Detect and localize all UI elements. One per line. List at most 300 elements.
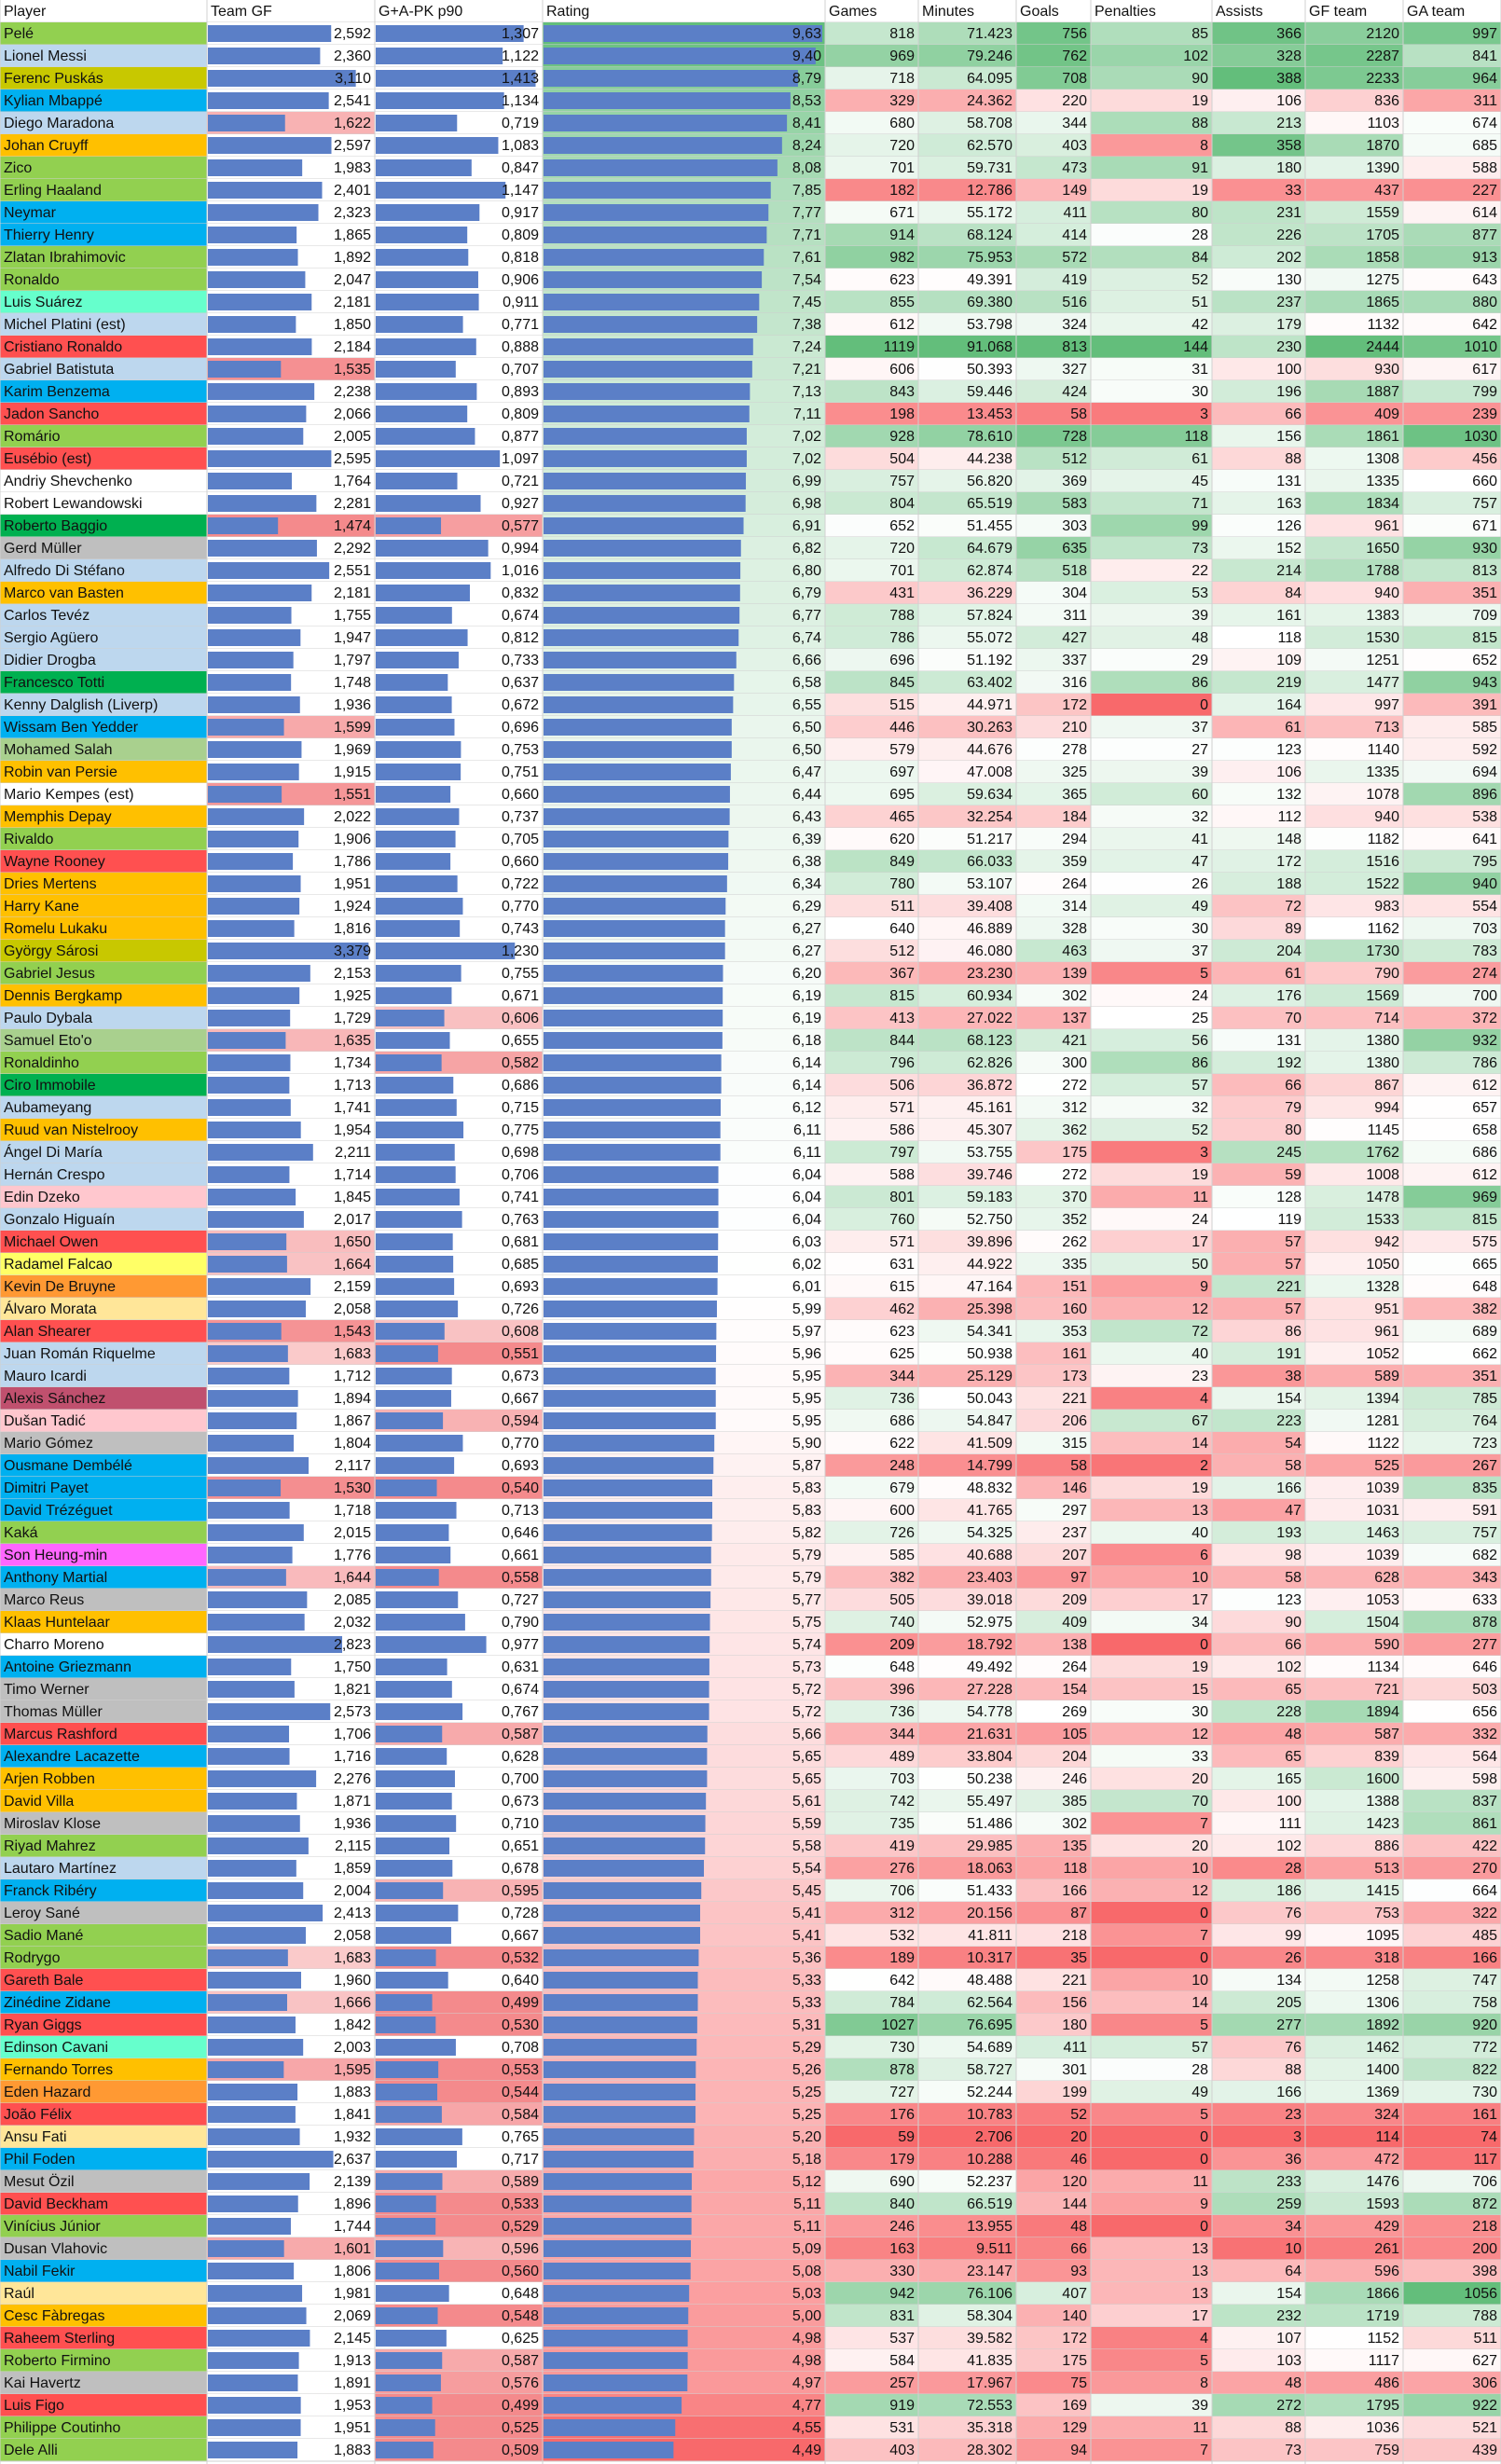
stat-value: 641 — [1472, 832, 1497, 847]
stat-value: 880 — [1472, 295, 1497, 310]
gapk-bar — [376, 1368, 452, 1384]
stat-value: 267 — [1472, 1458, 1497, 1474]
stat-value: 72 — [1285, 899, 1301, 915]
stat-value: 46.889 — [967, 921, 1012, 937]
stat-value: 84 — [1285, 585, 1301, 601]
team-gf-value: 1,797 — [333, 653, 371, 668]
gapk-value: 0,790 — [501, 1615, 539, 1631]
stat-value: 682 — [1472, 1548, 1497, 1563]
table-row — [0, 1007, 1501, 1029]
stat-value: 60.934 — [967, 988, 1012, 1004]
gapk-value: 0,812 — [501, 630, 539, 646]
gapk-bar — [376, 1569, 439, 1586]
stat-value: 44.238 — [967, 451, 1012, 467]
stat-value: 1027 — [881, 2017, 915, 2033]
rating-bar — [544, 1457, 713, 1474]
stat-value: 706 — [1472, 2174, 1497, 2190]
team-gf-bar — [208, 898, 299, 915]
team-gf-value: 1,764 — [333, 474, 371, 489]
rating-value: 6,14 — [792, 1078, 821, 1094]
stat-value: 55.497 — [967, 1794, 1012, 1810]
stat-value: 86 — [1191, 675, 1208, 691]
team-gf-bar — [208, 1278, 310, 1295]
rating-value: 7,38 — [792, 317, 821, 333]
stat-value: 38 — [1285, 1369, 1301, 1384]
stat-value: 311 — [1473, 93, 1497, 109]
rating-bar — [544, 1882, 701, 1899]
team-gf-bar — [208, 383, 314, 400]
stat-value: 325 — [1062, 764, 1087, 780]
rating-bar — [544, 1681, 709, 1698]
stat-value: 1039 — [1366, 1548, 1399, 1563]
stat-value: 31 — [1191, 362, 1208, 378]
team-gf-value: 1,932 — [333, 2129, 371, 2145]
rating-value: 7,11 — [793, 406, 821, 422]
stat-value: 646 — [1472, 1659, 1497, 1675]
stat-value: 54.778 — [967, 1704, 1012, 1720]
player-name: Juan Román Riquelme — [4, 1346, 156, 1362]
stat-value: 370 — [1062, 1190, 1087, 1205]
stat-value: 822 — [1472, 2062, 1497, 2078]
stat-value: 742 — [889, 1794, 915, 1810]
team-gf-bar — [208, 1256, 287, 1273]
team-gf-bar — [208, 585, 311, 601]
rating-value: 5,96 — [792, 1346, 821, 1362]
rating-bar — [544, 1726, 708, 1742]
stat-value: 786 — [1472, 1055, 1497, 1071]
stat-value: 130 — [1276, 272, 1301, 288]
stat-value: 52 — [1191, 1122, 1208, 1138]
stat-value: 614 — [1472, 205, 1497, 221]
player-name: Dennis Bergkamp — [4, 988, 123, 1004]
team-gf-bar — [208, 741, 301, 758]
rating-bar — [544, 1211, 719, 1228]
stat-value: 118 — [1063, 1861, 1087, 1877]
stat-value: 1119 — [883, 339, 915, 355]
stat-value: 39.018 — [967, 1592, 1012, 1608]
rating-value: 5,26 — [792, 2062, 821, 2078]
rating-bar — [544, 2173, 692, 2190]
rating-bar — [544, 1435, 714, 1452]
stat-value: 205 — [1276, 1995, 1301, 2011]
stat-value: 231 — [1276, 205, 1301, 221]
stat-value: 67 — [1191, 1413, 1208, 1429]
stat-value: 335 — [1062, 1257, 1087, 1273]
stat-value: 685 — [1472, 138, 1497, 154]
stat-value: 1559 — [1366, 205, 1399, 221]
gapk-bar — [376, 2017, 435, 2033]
stat-value: 21.631 — [967, 1727, 1012, 1742]
stat-value: 23 — [1191, 1369, 1208, 1384]
player-name: Sergio Agüero — [4, 630, 99, 646]
stat-value: 942 — [1374, 1234, 1399, 1250]
stat-value: 151 — [1062, 1279, 1087, 1295]
gapk-bar — [376, 249, 468, 266]
gapk-bar — [376, 1838, 449, 1854]
player-name: Rivaldo — [4, 832, 54, 847]
stat-value: 671 — [889, 205, 915, 221]
stat-value: 59 — [1285, 1167, 1301, 1183]
rating-bar — [544, 562, 740, 579]
stat-value: 757 — [889, 474, 915, 489]
stat-value: 1892 — [1366, 2017, 1399, 2033]
gapk-value: 1,413 — [501, 71, 539, 87]
player-name: Kaká — [4, 1525, 38, 1541]
stat-value: 27.228 — [967, 1682, 1012, 1698]
rating-value: 5,25 — [792, 2085, 821, 2100]
stat-value: 39.746 — [967, 1167, 1012, 1183]
stat-value: 22 — [1191, 563, 1208, 579]
stat-value: 41 — [1191, 832, 1208, 847]
rating-bar — [544, 607, 739, 624]
gapk-value: 0,681 — [501, 1234, 539, 1250]
team-gf-bar — [208, 1569, 286, 1586]
player-name: Karim Benzema — [4, 384, 110, 400]
stat-value: 192 — [1276, 1055, 1301, 1071]
stat-value: 696 — [889, 653, 915, 668]
stat-value: 554 — [1472, 899, 1497, 915]
rating-value: 4,98 — [792, 2353, 821, 2369]
stat-value: 11 — [1192, 2174, 1208, 2190]
table-row — [0, 1253, 1501, 1275]
stat-value: 88 — [1285, 2420, 1301, 2436]
rating-value: 7,61 — [792, 250, 821, 266]
team-gf-value: 1,924 — [333, 899, 371, 915]
stat-value: 25.129 — [967, 1369, 1012, 1384]
rating-bar — [544, 2307, 688, 2324]
stat-value: 786 — [889, 630, 915, 646]
player-name: Radamel Falcao — [4, 1257, 113, 1273]
stat-value: 720 — [889, 541, 915, 557]
stat-value: 58.727 — [967, 2062, 1012, 2078]
stat-value: 369 — [1062, 474, 1087, 489]
table-row — [0, 1499, 1501, 1521]
stat-value: 51.217 — [967, 832, 1012, 847]
team-gf-value: 1,664 — [333, 1257, 371, 1273]
stat-value: 1103 — [1367, 116, 1399, 131]
player-name: Jadon Sancho — [4, 406, 100, 422]
stat-value: 585 — [1472, 720, 1497, 736]
gapk-bar — [376, 831, 456, 847]
stat-value: 503 — [1472, 1682, 1497, 1698]
stat-value: 997 — [1374, 697, 1399, 713]
stat-value: 330 — [889, 2264, 915, 2279]
stat-value: 590 — [1374, 1637, 1399, 1653]
rating-value: 6,91 — [792, 518, 821, 534]
table-row — [0, 1208, 1501, 1231]
gapk-bar — [376, 540, 489, 557]
stat-value: 39.582 — [967, 2331, 1012, 2347]
rating-bar — [544, 2218, 692, 2235]
stat-value: 351 — [1472, 585, 1497, 601]
team-gf-bar — [208, 92, 329, 109]
table-row — [0, 917, 1501, 940]
stat-value: 24 — [1191, 988, 1208, 1004]
stat-value: 61 — [1285, 720, 1301, 736]
gapk-value: 0,726 — [501, 1301, 539, 1317]
gapk-bar — [376, 1748, 447, 1765]
team-gf-bar — [208, 517, 278, 534]
stat-value: 6 — [1200, 1548, 1208, 1563]
stat-cell — [1091, 1902, 1212, 1924]
gapk-value: 0,708 — [501, 2040, 539, 2056]
gapk-value: 0,584 — [501, 2107, 539, 2123]
team-gf-value: 1,535 — [333, 362, 371, 378]
gapk-bar — [376, 182, 505, 199]
rating-bar — [544, 741, 732, 758]
gapk-value: 0,727 — [501, 1592, 539, 1608]
gapk-bar — [376, 786, 450, 803]
stat-cell — [1091, 1454, 1212, 1477]
team-gf-bar — [208, 271, 305, 288]
stat-value: 65 — [1285, 1749, 1301, 1765]
stat-value: 312 — [889, 1906, 915, 1921]
stat-value: 166 — [1472, 1950, 1497, 1966]
stat-value: 12.786 — [967, 183, 1012, 199]
gapk-bar — [376, 227, 467, 243]
team-gf-bar — [208, 719, 284, 736]
player-name: Diego Maradona — [4, 116, 115, 131]
team-gf-value: 1,599 — [333, 720, 371, 736]
table-row — [0, 1991, 1501, 2014]
stat-value: 358 — [1276, 138, 1301, 154]
team-gf-bar — [208, 607, 292, 624]
stat-value: 855 — [889, 295, 915, 310]
gapk-bar — [376, 2375, 441, 2391]
stat-value: 1132 — [1367, 317, 1399, 333]
player-name: Ryan Giggs — [4, 2017, 82, 2033]
stat-value: 571 — [889, 1234, 915, 1250]
team-gf-bar — [208, 1502, 290, 1519]
stat-value: 797 — [889, 1145, 915, 1161]
gapk-bar — [376, 1189, 460, 1205]
stat-value: 1865 — [1366, 295, 1399, 310]
team-gf-bar — [208, 2330, 310, 2347]
stat-value: 56 — [1191, 1033, 1208, 1049]
team-gf-value: 2,003 — [333, 2040, 371, 2056]
rating-value: 6,20 — [792, 966, 821, 982]
rating-bar — [544, 495, 746, 512]
team-gf-bar — [208, 1368, 289, 1384]
stat-value: 3 — [1200, 406, 1208, 422]
rating-value: 6,99 — [792, 474, 821, 489]
rating-value: 6,34 — [792, 876, 821, 892]
stat-value: 489 — [889, 1749, 915, 1765]
stat-value: 720 — [889, 138, 915, 154]
stat-cell — [1091, 1387, 1212, 1410]
stat-value: 10.783 — [967, 2107, 1012, 2123]
stat-value: 88 — [1285, 451, 1301, 467]
table-row — [0, 2081, 1501, 2103]
stat-value: 896 — [1472, 787, 1497, 803]
stat-value: 512 — [1062, 451, 1087, 467]
player-name: Gabriel Jesus — [4, 966, 95, 982]
team-gf-bar — [208, 652, 294, 668]
team-gf-value: 2,015 — [333, 1525, 371, 1541]
stat-value: 117 — [1473, 2152, 1497, 2168]
team-gf-value: 1,804 — [333, 1436, 371, 1452]
stat-value: 58.708 — [967, 116, 1012, 131]
stat-value: 277 — [1276, 2017, 1301, 2033]
stat-value: 14.799 — [967, 1458, 1012, 1474]
gapk-bar — [376, 1010, 445, 1026]
stat-value: 138 — [1062, 1637, 1087, 1653]
gapk-bar — [376, 338, 476, 355]
player-name: Ferenc Puskás — [4, 71, 103, 87]
team-gf-value: 2,211 — [335, 1145, 371, 1161]
stat-value: 220 — [1062, 93, 1087, 109]
team-gf-value: 1,871 — [333, 1794, 371, 1810]
stat-value: 1052 — [1366, 1346, 1399, 1362]
table-row — [0, 2126, 1501, 2148]
player-name: Roberto Baggio — [4, 518, 108, 534]
stat-value: 572 — [1062, 250, 1087, 266]
stat-value: 19 — [1191, 1167, 1208, 1183]
team-gf-value: 2,184 — [333, 339, 371, 355]
gapk-value: 0,994 — [501, 541, 539, 557]
gapk-bar — [376, 1390, 451, 1407]
table-row — [0, 2349, 1501, 2372]
rating-value: 6,58 — [792, 675, 821, 691]
stat-value: 718 — [889, 71, 915, 87]
table-row — [0, 2014, 1501, 2036]
player-name: Robin van Persie — [4, 764, 117, 780]
gapk-value: 0,646 — [501, 1525, 539, 1541]
table-row — [0, 403, 1501, 425]
team-gf-bar — [208, 204, 319, 221]
table-row — [0, 2193, 1501, 2215]
team-gf-bar — [208, 1010, 290, 1026]
stat-value: 671 — [1472, 518, 1497, 534]
rating-value: 8,24 — [792, 138, 821, 154]
stat-value: 20 — [1191, 1838, 1208, 1854]
stat-value: 156 — [1062, 1995, 1087, 2011]
stat-value: 760 — [889, 1212, 915, 1228]
team-gf-value: 1,983 — [333, 160, 371, 176]
table-row — [0, 1298, 1501, 1320]
gapk-bar — [376, 1681, 452, 1698]
stat-value: 246 — [889, 2219, 915, 2235]
rating-value: 5,54 — [792, 1861, 821, 1877]
gapk-bar — [376, 294, 479, 310]
team-gf-value: 1,729 — [333, 1011, 371, 1026]
rating-bar — [544, 383, 750, 400]
stat-value: 72.553 — [967, 2398, 1012, 2414]
stat-value: 17 — [1191, 2308, 1208, 2324]
stat-value: 34 — [1191, 1615, 1208, 1631]
stat-value: 940 — [1472, 876, 1497, 892]
stat-value: 726 — [889, 1525, 915, 1541]
player-name: Ousmane Dembélé — [4, 1458, 132, 1474]
stat-value: 940 — [1374, 809, 1399, 825]
player-name: Eusébio (est) — [4, 451, 92, 467]
stat-value: 485 — [1472, 1928, 1497, 1944]
stat-value: 575 — [1472, 1234, 1497, 1250]
gapk-value: 0,529 — [501, 2219, 539, 2235]
stat-value: 472 — [1374, 2152, 1399, 2168]
stat-value: 657 — [1472, 1100, 1497, 1116]
stat-value: 703 — [1472, 921, 1497, 937]
rating-bar — [544, 517, 744, 534]
column-header: Player — [4, 4, 47, 20]
gapk-value: 0,625 — [501, 2331, 539, 2347]
stat-value: 1258 — [1366, 1973, 1399, 1989]
stat-value: 799 — [1472, 384, 1497, 400]
stat-value: 714 — [1374, 1011, 1399, 1026]
rating-bar — [544, 652, 737, 668]
gapk-bar — [376, 383, 476, 400]
player-name: Francesco Totti — [4, 675, 105, 691]
team-gf-value: 2,551 — [333, 563, 371, 579]
stat-value: 5 — [1200, 2017, 1208, 2033]
gapk-bar — [376, 2039, 456, 2056]
table-row — [0, 582, 1501, 604]
stat-value: 154 — [1276, 1391, 1301, 1407]
stat-value: 2444 — [1366, 339, 1399, 355]
stat-value: 407 — [1062, 2286, 1087, 2302]
team-gf-value: 1,960 — [333, 1973, 371, 1989]
rating-bar — [544, 2240, 691, 2257]
gapk-bar — [376, 1614, 465, 1631]
gapk-value: 0,594 — [501, 1413, 539, 1429]
stat-value: 784 — [889, 1995, 915, 2011]
table-row — [0, 1432, 1501, 1454]
stat-value: 512 — [889, 943, 915, 959]
stat-value: 930 — [1374, 362, 1399, 378]
table-row — [0, 2170, 1501, 2193]
stat-value: 592 — [1472, 742, 1497, 758]
stat-value: 86 — [1285, 1324, 1301, 1340]
gapk-bar — [376, 741, 461, 758]
rating-value: 7,45 — [792, 295, 821, 310]
stat-value: 327 — [1062, 362, 1087, 378]
rating-value: 6,80 — [792, 563, 821, 579]
team-gf-bar — [208, 1189, 296, 1205]
stat-value: 758 — [1472, 1995, 1497, 2011]
stat-value: 79 — [1285, 1100, 1301, 1116]
team-gf-value: 1,891 — [333, 2375, 371, 2391]
stat-value: 46.080 — [967, 943, 1012, 959]
rating-value: 5,77 — [792, 1592, 821, 1608]
stat-value: 70 — [1191, 1794, 1208, 1810]
stat-value: 9.511 — [976, 2241, 1012, 2257]
rating-value: 5,09 — [792, 2241, 821, 2257]
team-gf-value: 2,004 — [333, 1883, 371, 1899]
stat-value: 839 — [1374, 1749, 1399, 1765]
stat-value: 703 — [889, 1771, 915, 1787]
stat-value: 532 — [889, 1928, 915, 1944]
stat-value: 202 — [1276, 250, 1301, 266]
table-row — [0, 2260, 1501, 2282]
stat-value: 1390 — [1366, 160, 1399, 176]
stat-value: 622 — [889, 1436, 915, 1452]
stat-value: 382 — [889, 1570, 915, 1586]
table-row — [0, 1566, 1501, 1589]
rating-value: 4,77 — [792, 2398, 821, 2414]
table-row — [0, 2103, 1501, 2126]
stat-cell — [1091, 2349, 1212, 2372]
team-gf-value: 1,896 — [333, 2196, 371, 2212]
team-gf-value: 1,906 — [333, 832, 371, 847]
stat-value: 169 — [1062, 2398, 1087, 2414]
stat-value: 587 — [1374, 1727, 1399, 1742]
team-gf-bar — [208, 2061, 283, 2078]
stat-value: 182 — [889, 183, 915, 199]
stat-value: 166 — [1062, 1883, 1087, 1899]
rating-bar — [544, 585, 740, 601]
stat-value: 2 — [1200, 1458, 1208, 1474]
stat-value: 30.263 — [967, 720, 1012, 736]
